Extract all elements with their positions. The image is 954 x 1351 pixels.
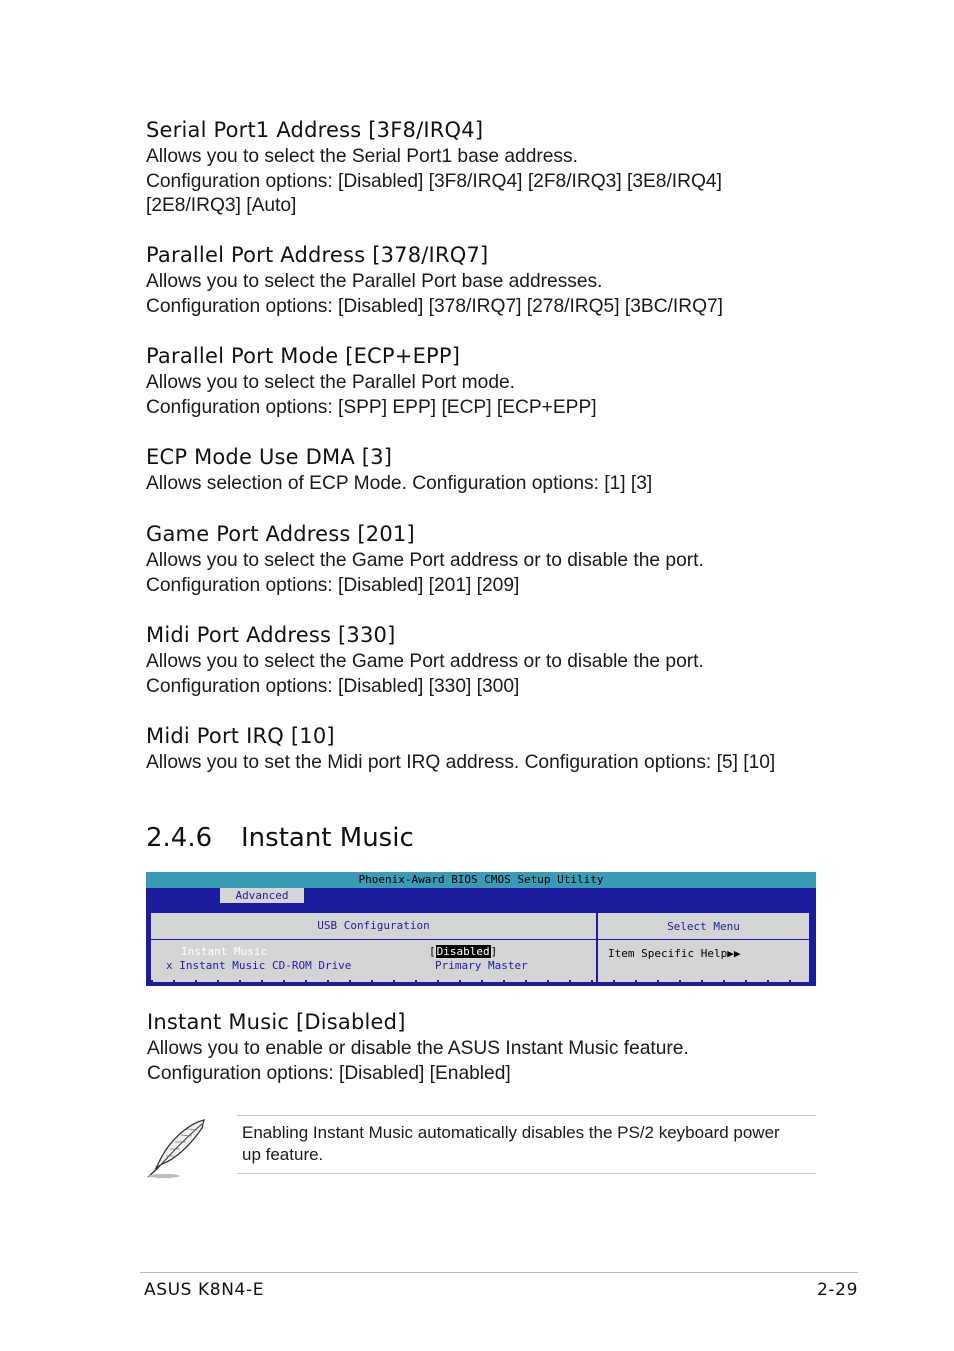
bios-item-cdrom-drive-value[interactable]: Primary Master [435,959,528,972]
feather-pen-icon [144,1116,210,1180]
footer-page-number: 2-29 [817,1280,858,1300]
section-serial-port1 [146,117,836,219]
note-bottom-rule [237,1173,816,1174]
section-body: Allows you to select the Parallel Port mode. Configuration options: [SPP] EPP] [ECP] [ECP+EPP] [146,372,597,418]
section-heading: Parallel Port Mode [ECP+EPP] [146,344,461,368]
note-top-rule [237,1115,816,1116]
bios-screen [146,872,816,986]
bios-bottom-ticks [151,980,809,982]
bios-item-cdrom-drive[interactable]: x Instant Music CD-ROM Drive [166,959,352,972]
section-heading: Instant Music [Disabled] [147,1010,406,1034]
bios-panel-title: USB Configuration [317,919,430,932]
footer-product-name: ASUS K8N4-E [144,1280,265,1300]
section-instant-music [147,1009,837,1086]
section-body: Allows you to select the Serial Port1 base address. Configuration options: [Disabled] [3F8/IRQ4] [2F8/IRQ3] [3E8/IRQ4] [2E8/IRQ3] [Auto] [146,146,722,216]
section-heading: Serial Port1 Address [3F8/IRQ4] [146,118,484,142]
bios-help-text: Item Specific Help▶▶ [608,947,741,960]
section-parallel-port-mode [146,343,836,420]
section-body: Allows you to select the Game Port address or to disable the port. Configuration options: [Disabled] [201] [209] [146,550,704,596]
bios-divider-horizontal [151,939,809,940]
note-text: Enabling Instant Music automatically disables the PS/2 keyboard power up feature. [242,1123,780,1164]
section-body: Allows selection of ECP Mode. Configuration options: [1] [3] [146,473,653,494]
section-parallel-port-address [146,242,836,319]
chapter-number: 2.4.6 [146,823,213,853]
section-heading: ECP Mode Use DMA [3] [146,445,393,469]
section-midi-port-address [146,622,836,699]
bios-divider-vertical [596,913,598,982]
bios-item-instant-music-value[interactable]: [Disabled] [429,945,498,958]
bios-panel [150,912,810,983]
chapter-heading [146,822,414,854]
double-arrow-right-icon: ▶▶ [727,947,741,960]
section-body: Allows you to set the Midi port IRQ address. Configuration options: [5] [10] [146,752,776,773]
section-body: Allows you to enable or disable the ASUS Instant Music feature. Configuration options: [Disabled] [Enabled] [147,1038,689,1084]
section-game-port-address [146,521,836,598]
section-heading: Game Port Address [201] [146,522,415,546]
section-body: Allows you to select the Parallel Port base addresses. Configuration options: [Disabled] [378/IRQ7] [278/IRQ5] [3BC/IRQ7] [146,271,723,317]
bios-title-bar: Phoenix-Award BIOS CMOS Setup Utility [146,872,816,888]
section-body: Allows you to select the Game Port address or to disable the port. Configuration options: [Disabled] [330] [300] [146,651,704,697]
bios-help-title: Select Menu [667,920,740,933]
bios-bottom-bar [146,983,816,986]
section-heading: Parallel Port Address [378/IRQ7] [146,243,489,267]
section-heading: Midi Port IRQ [10] [146,724,335,748]
section-ecp-mode-dma [146,444,836,497]
section-heading: Midi Port Address [330] [146,623,396,647]
section-midi-port-irq [146,723,836,776]
bios-tab-advanced[interactable]: Advanced [220,888,304,903]
footer-rule [140,1272,858,1273]
chapter-title: Instant Music [241,823,414,853]
bios-item-instant-music[interactable]: Instant Music [181,945,268,958]
